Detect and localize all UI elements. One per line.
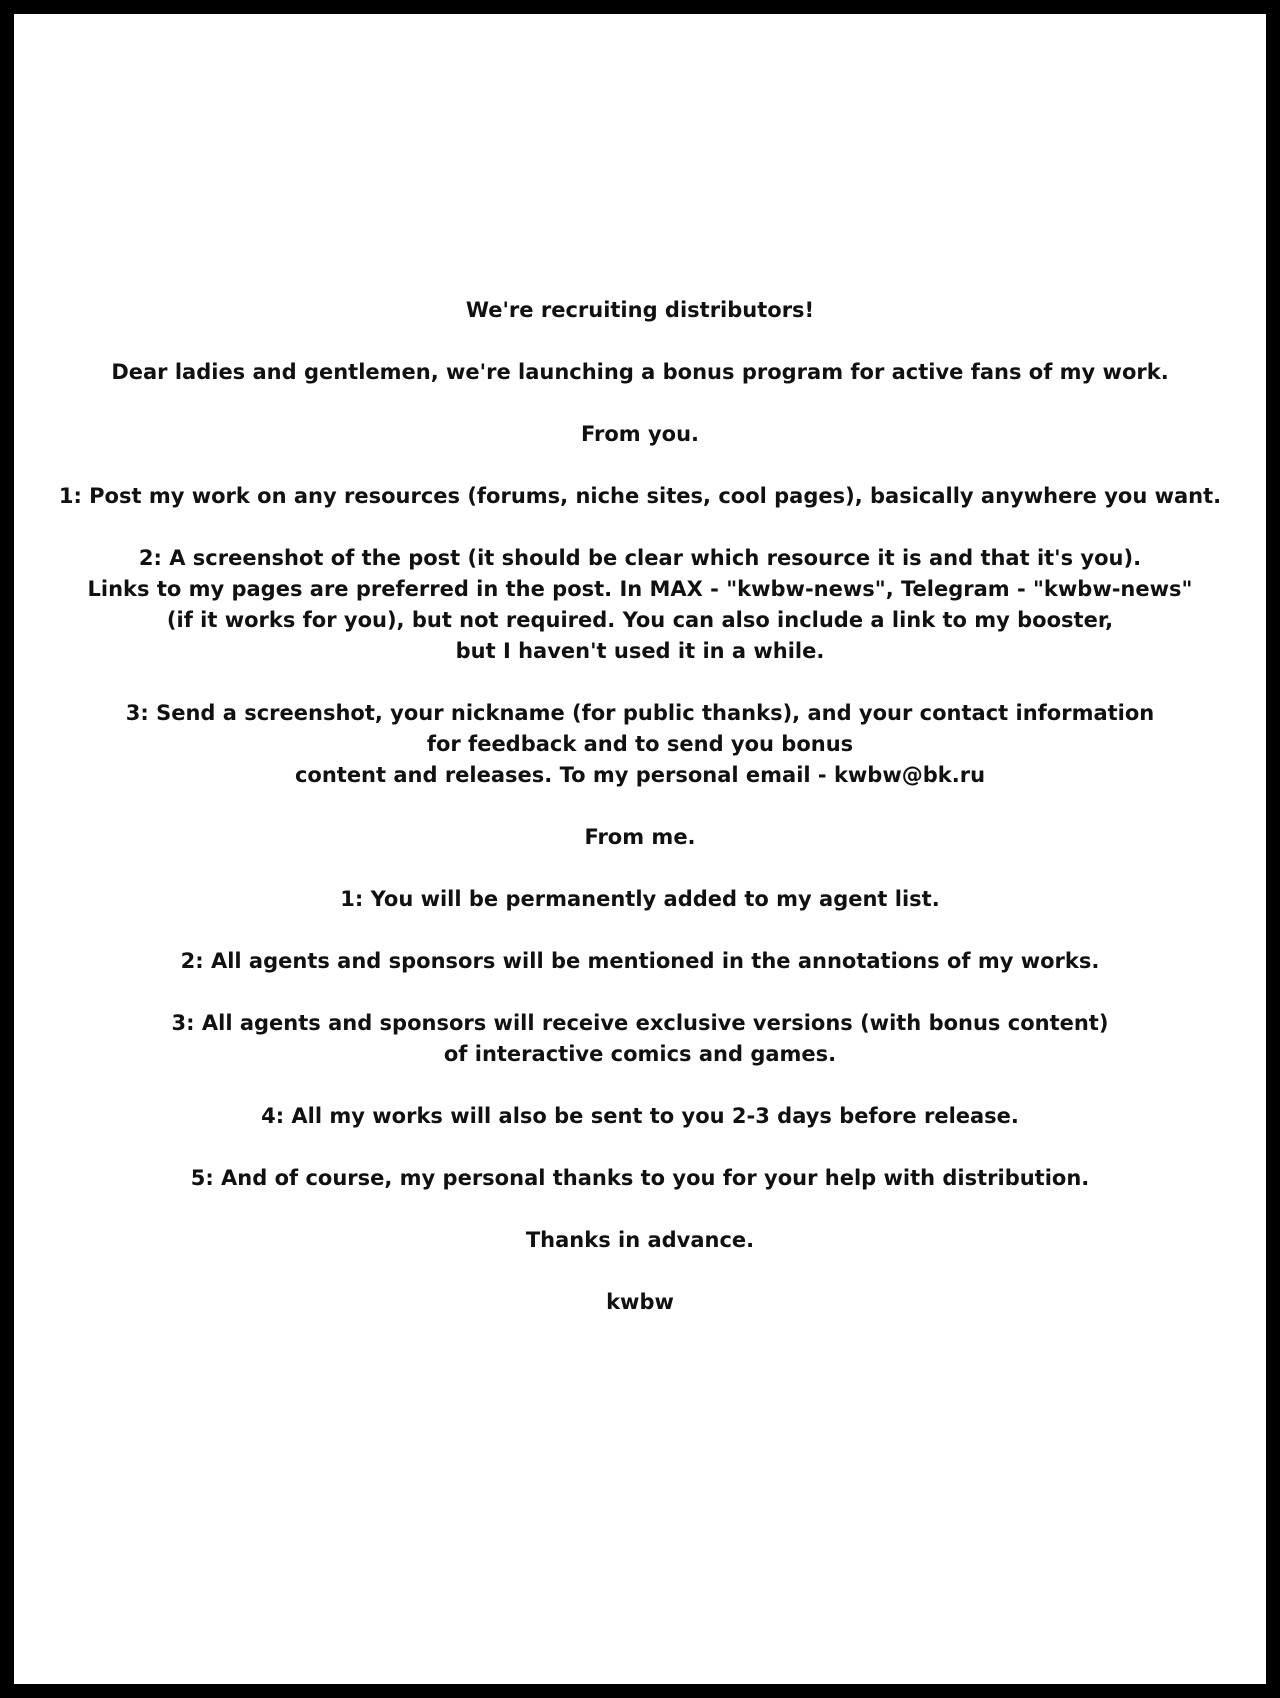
from-you-item-3-line: 3: Send a screenshot, your nickname (for public thanks), and your contact information <box>125 701 1155 725</box>
from-you-item-2-line: Links to my pages are preferred in the post. In MAX - "kwbw-news", Telegram - "kwbw-news" <box>87 577 1193 601</box>
notice-title: We're recruiting distributors! <box>465 298 815 322</box>
intro-paragraph: Dear ladies and gentlemen, we're launching a bonus program for active fans of my work. <box>111 360 1169 384</box>
from-me-item-4: 4: All my works will also be sent to you 2-3 days before release. <box>261 1104 1019 1128</box>
signature: kwbw <box>606 1290 674 1314</box>
from-me-item-3-line: 3: All agents and sponsors will receive exclusive versions (with bonus content) <box>171 1011 1109 1035</box>
from-you-item-2 <box>14 543 1266 667</box>
from-you-item-2-line: (if it works for you), but not required. You can also include a link to my booster, <box>166 608 1114 632</box>
from-you-heading: From you. <box>580 422 700 446</box>
from-me-heading: From me. <box>584 825 696 849</box>
notice-body <box>14 295 1266 1349</box>
from-you-item-3-line: for feedback and to send you bonus <box>426 732 854 756</box>
from-me-item-3 <box>14 1008 1266 1070</box>
from-you-item-2-line: 2: A screenshot of the post (it should be clear which resource it is and that it's you). <box>138 546 1142 570</box>
from-me-item-5: 5: And of course, my personal thanks to you for your help with distribution. <box>190 1166 1090 1190</box>
closing-line: Thanks in advance. <box>525 1228 755 1252</box>
from-me-item-2: 2: All agents and sponsors will be mentioned in the annotations of my works. <box>180 949 1100 973</box>
from-you-item-1: 1: Post my work on any resources (forums, niche sites, cool pages), basically anywhere you want. <box>58 484 1222 508</box>
from-you-item-3 <box>14 698 1266 791</box>
from-you-item-2-line: but I haven't used it in a while. <box>455 639 825 663</box>
from-me-item-1: 1: You will be permanently added to my agent list. <box>340 887 940 911</box>
from-you-item-3-line: content and releases. To my personal email - kwbw@bk.ru <box>294 763 986 787</box>
document-page <box>14 14 1266 1684</box>
from-me-item-3-line: of interactive comics and games. <box>443 1042 837 1066</box>
